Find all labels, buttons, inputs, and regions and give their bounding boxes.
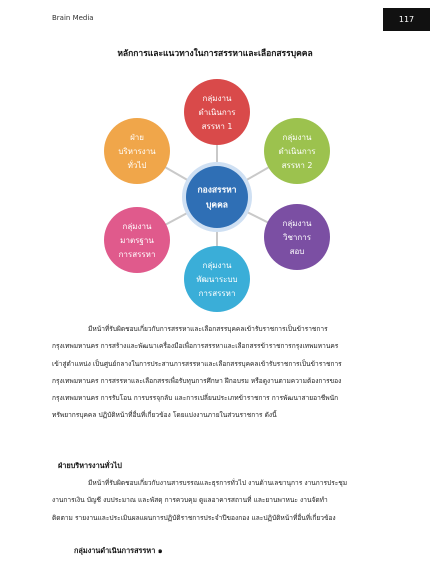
center-node-label-line: กองสรรหา <box>197 185 237 196</box>
general-admin-paragraph <box>52 475 347 527</box>
diagram-node-label-line: กลุ่มงาน <box>202 261 232 270</box>
paragraph-line: ติดตาม รายงานและประเมินผลแผนการปฏิบัติราชการประจำปีของกอง และปฏิบัติหน้าที่อื่นที่เกี่ยวข้อง <box>52 513 336 522</box>
diagram-node-label-line: พัฒนาระบบ <box>196 275 238 284</box>
diagram-node-label-line: กลุ่มงาน <box>282 133 312 142</box>
page-number: 117 <box>398 15 415 24</box>
diagram-node-label-line: ทั่วไป <box>127 161 147 170</box>
paragraph-line: เข้าสู่ตำแหน่ง เป็นศูนย์กลางในการประสานการสรรหาและเลือกสรรบุคคลเข้ารับราชการเป็นข้าราชการ <box>52 359 342 368</box>
paragraph-line: งานการเงิน บัญชี งบประมาณ และพัสดุ การควบคุม ดูแลอาคารสถานที่ และยานพาหนะ งานจัดทำ <box>52 496 328 505</box>
section-heading-general-admin: ฝ่ายบริหารงานทั่วไป <box>58 461 122 470</box>
paragraph-line: ทรัพยากรบุคคล ปฏิบัติหน้าที่อื่นที่เกี่ยวข้อง โดยแบ่งงานภายในส่วนราชการ ดังนี้ <box>52 411 277 420</box>
diagram-node-label-line: กลุ่มงาน <box>202 94 232 103</box>
diagram-node-label-line: วิชาการ <box>282 233 312 242</box>
paragraph-line: กรุงเทพมหานคร การรับโอน การบรรจุกลับ และการเปลี่ยนประเภทข้าราชการ การพัฒนาสายอาชีพนัก <box>52 394 339 403</box>
page-title: หลักการและแนวทางในการสรรหาและเลือกสรรบุคคล <box>117 49 313 59</box>
paragraph-line: กรุงเทพมหานคร การสร้างและพัฒนาเครื่องมือเพื่อการสรรหาและเลือกสรรข้าราชการกรุงเทพมหานคร <box>52 342 339 351</box>
paragraph-line: มีหน้าที่รับผิดชอบเกี่ยวกับการสรรหาและเลือกสรรบุคคลเข้ารับราชการเป็นข้าราชการ <box>88 325 328 333</box>
diagram-node-label-line: สรรหา 2 <box>281 161 313 170</box>
diagram-node-label-line: ดำเนินการ <box>198 108 236 117</box>
diagram-nodes <box>104 79 330 312</box>
diagram-node-label-line: ฝ่าย <box>130 133 144 142</box>
diagram-node-label-line: การสรรหา <box>118 250 156 259</box>
diagram-node-label-line: สรรหา 1 <box>201 122 233 131</box>
diagram-node-label-line: บริหารงาน <box>118 147 156 156</box>
diagram-node-label-line: การสรรหา <box>198 289 236 298</box>
diagram-node-label-line: ดำเนินการ <box>278 147 316 156</box>
publisher-label: Brain Media <box>52 14 94 22</box>
diagram-node-label-line: สอบ <box>289 247 305 256</box>
paragraph-line: มีหน้าที่รับผิดชอบเกี่ยวกับงานสารบรรณและธุรการทั่วไป งานด้านเลขานุการ งานการประชุม <box>88 479 348 487</box>
center-node-label-line: บุคคล <box>206 200 228 211</box>
paragraph-line: กรุงเทพมหานคร การสรรหาและเลือกสรรเพื่อรับทุนการศึกษา ฝึกอบรม หรือดูงานตามความต้องการของ <box>52 376 342 385</box>
diagram-node-label-line: กลุ่มงาน <box>282 219 312 228</box>
center-node-circle <box>186 166 248 228</box>
diagram-node-label-line: มาตรฐาน <box>120 236 154 245</box>
section-heading-recruitment-1: กลุ่มงานดำเนินการสรรหา ๑ <box>74 546 163 555</box>
diagram-node-label-line: กลุ่มงาน <box>122 222 152 231</box>
intro-paragraph <box>52 321 342 425</box>
